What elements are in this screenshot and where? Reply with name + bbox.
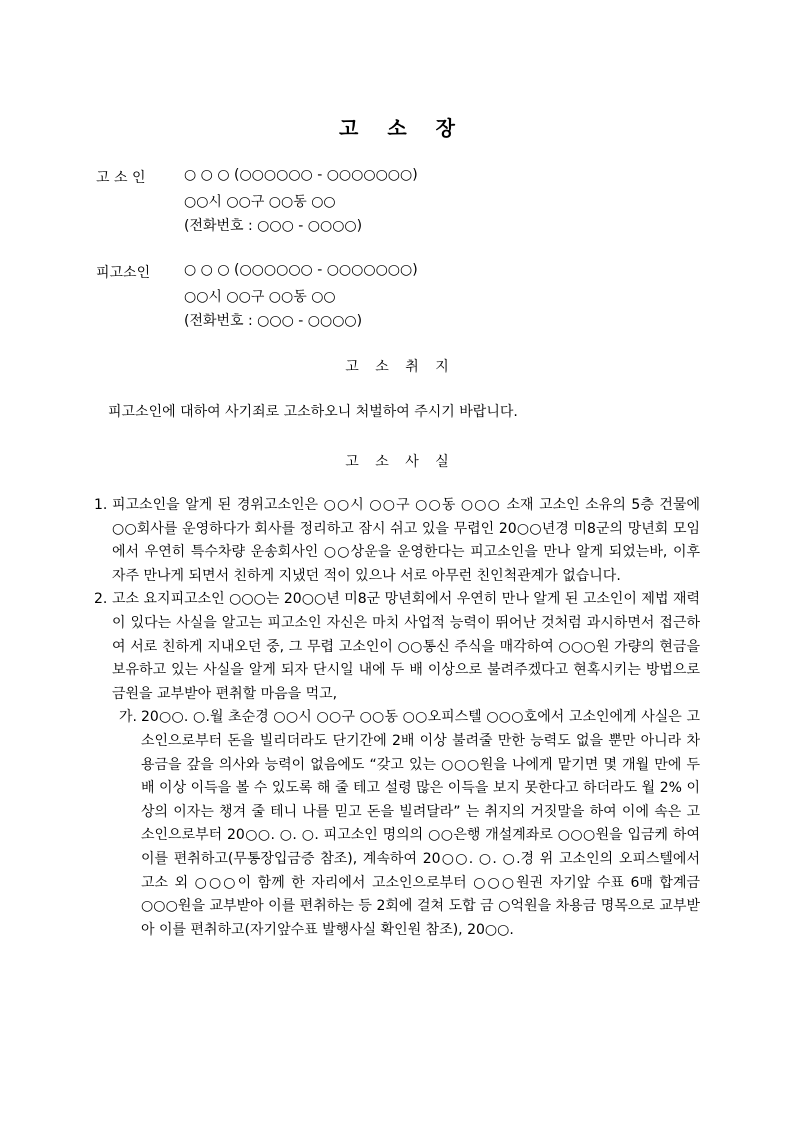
complainant-address: ○○시 ○○구 ○○동 ○○	[184, 194, 336, 210]
document-title: 고 소 장	[339, 116, 455, 140]
purpose-heading: 고 소 취 지	[345, 359, 449, 375]
facts-item-text: 고소 요지피고소인 ○○○는 20○○년 미8군 망년회에서 우연히 만나 알게 된 고소인이 제법 재력이 있다는 사실을 알고는 피고소인 자신은 마치 사업적 능력이 뛰어난 것처럼 과시하면서 접근하여 서로 친하게 지내오던 중, 그 무렵 고소인이 ○○통신 주식을 매각하여 ○○○원 가량의 현금을 보유하고 있는 사실을 알게 되자 단시일 내에 두 배 이상으로 불려주겠다고 현혹시키는 방법으로 금원을 교부받아 편취할 마음을 먹고,	[112, 591, 700, 702]
facts-body	[94, 494, 700, 942]
facts-subitem-number: 가.	[119, 709, 137, 726]
accused-name: ○ ○ ○ (○○○○○○ - ○○○○○○○)	[184, 262, 418, 278]
facts-item	[94, 494, 700, 588]
facts-item-number: 2.	[94, 591, 108, 608]
facts-item-number: 1.	[94, 497, 108, 513]
facts-heading: 고 소 사 실	[345, 454, 449, 470]
complainant-label: 고 소 인	[96, 170, 146, 186]
accused-label: 피고소인	[96, 265, 151, 281]
accused-block	[96, 262, 696, 332]
facts-item-text: 피고소인을 알게 된 경위고소인은 ○○시 ○○구 ○○동 ○○○ 소재 고소인 소유의 5층 건물에 ○○회사를 운영하다가 회사를 정리하고 잠시 쉬고 있을 무렵인 20○○년경 미8군의 망년회 모임에서 우연히 특수차량 운송회사인 ○○상운을 운영한다는 피고소인을 만나 알게 되었는바, 이후 자주 만나게 되면서 친하게 지냈던 적이 있으나 서로 아무런 친인척관계가 없습니다.	[112, 497, 700, 584]
complainant-block	[96, 167, 696, 237]
accused-address: ○○시 ○○구 ○○동 ○○	[184, 289, 336, 305]
facts-subitem	[94, 706, 700, 942]
complainant-phone: (전화번호 : ○○○ - ○○○○)	[184, 218, 363, 234]
facts-subitem-text: 20○○. ○.월 초순경 ○○시 ○○구 ○○동 ○○오피스텔 ○○○호에서 고소인에게 사실은 고소인으로부터 돈을 빌리더라도 단기간에 2배 이상 불려줄 만한 능력도 없을 뿐만 아니라 차용금을 갚을 의사와 능력이 없음에도 “갖고 있는 ○○○원을 나에게 맡기면 몇 개월 만에 두 배 이상 이득을 볼 수 있도록 해 줄 테고 설령 많은 이득을 보지 못한다고 하더라도 월 2% 이상의 이자는 챙겨 줄 테니 나를 믿고 돈을 빌려달라” 는 취지의 거짓말을 하여 이에 속은 고소인으로부터 20○○. ○. ○. 피고소인 명의의 ○○은행 개설계좌로 ○○○원을 입금케 하여 이를 편취하고(무통장입금증 참조), 계속하여 20○○. ○. ○.경 위 고소인의 오피스텔에서 고소 외 ○○○이 함께 한 자리에서 고소인으로부터 ○○○원권 자기앞 수표 6매 합계금 ○○○원을 교부받아 이를 편취하는 등 2회에 걸쳐 도합 금 ○억원을 차용금 명목으로 교부받아 이를 편취하고(자기앞수표 발행사실 확인원 참조), 20○○.	[141, 709, 701, 938]
facts-item	[94, 588, 700, 706]
complainant-name: ○ ○ ○ (○○○○○○ - ○○○○○○○)	[184, 167, 418, 183]
accused-phone: (전화번호 : ○○○ - ○○○○)	[184, 313, 363, 329]
purpose-text: 피고소인에 대하여 사기죄로 고소하오니 처벌하여 주시기 바랍니다.	[108, 404, 518, 420]
